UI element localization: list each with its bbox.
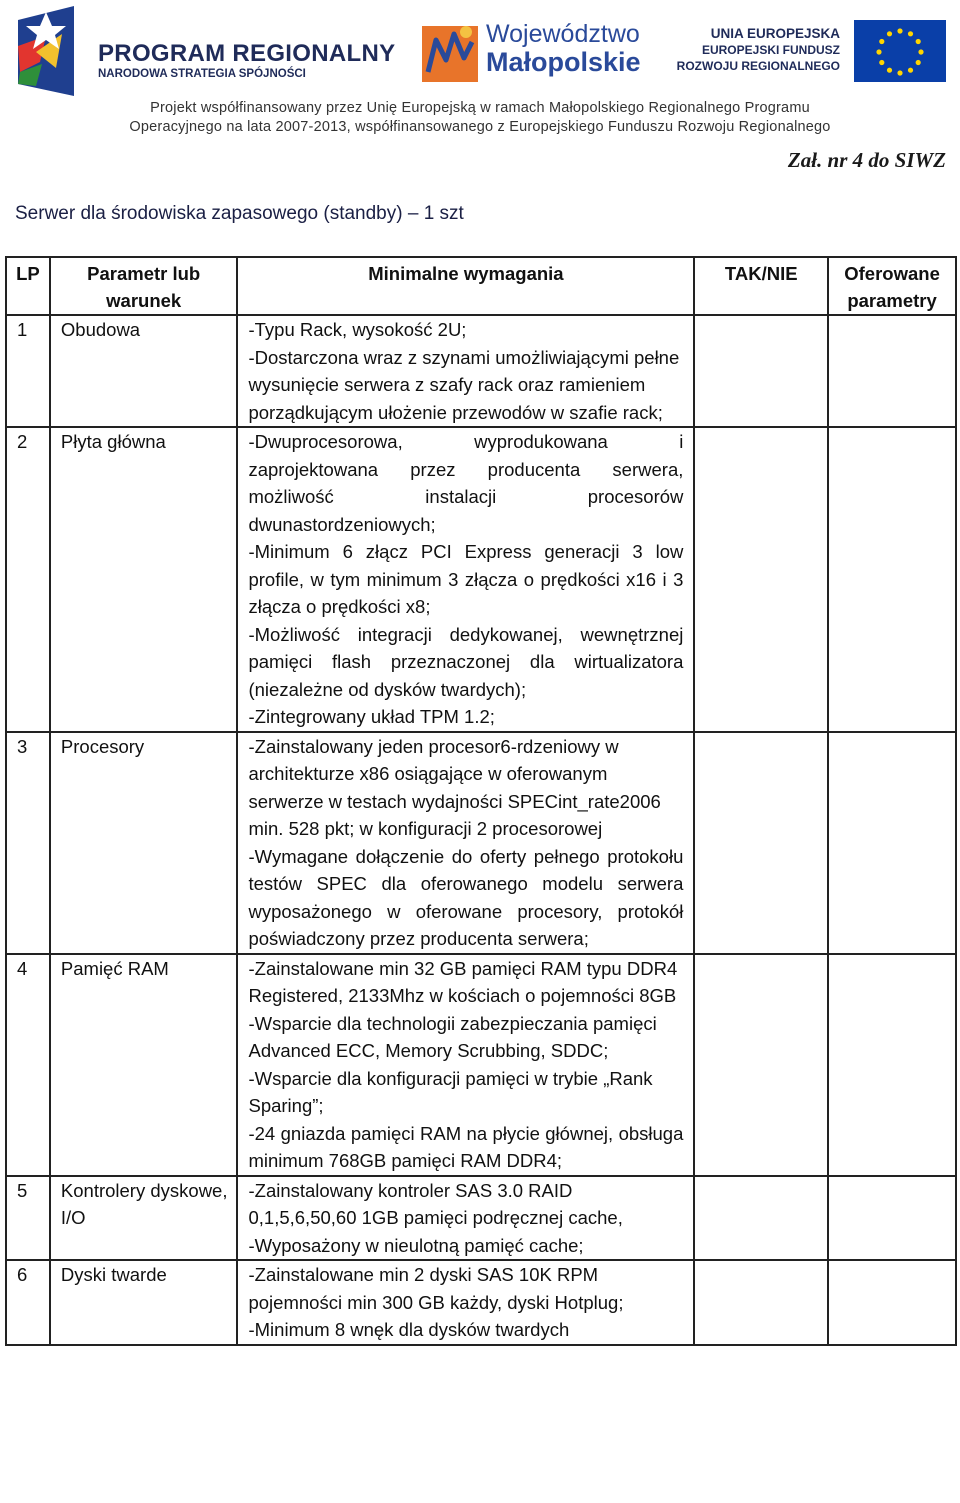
- row-tak-nie[interactable]: [694, 427, 828, 732]
- program-regionalny-emblem-icon: [16, 6, 78, 96]
- row-requirements: [237, 954, 694, 1176]
- region-name-line2: Małopolskie: [486, 47, 641, 77]
- table-row: [6, 427, 956, 732]
- requirement-item: -Zainstalowane min 2 dyski SAS 10K RPM pojemności min 300 GB każdy, dyski Hotplug;: [248, 1264, 624, 1313]
- row-requirements: [237, 732, 694, 954]
- requirement-item: -Minimum 8 wnęk dla dysków twardych: [248, 1319, 570, 1340]
- eu-text: [677, 26, 840, 74]
- row-param: Kontrolery dyskowe, I/O: [50, 1176, 238, 1261]
- header-param: Parametr lub warunek: [50, 257, 238, 315]
- requirement-item: -Zainstalowany kontroler SAS 3.0 RAID 0,1,5,6,50,60 1GB pamięci podręcznej cache,: [248, 1179, 623, 1228]
- row-param: Pamięć RAM: [50, 954, 238, 1176]
- row-requirements: [237, 1176, 694, 1261]
- header-tak-nie: TAK/NIE: [694, 257, 828, 315]
- row-offered[interactable]: [828, 427, 956, 732]
- requirement-item: -Minimum 6 złącz PCI Express generacji 3 low profile, w tym minimum 3 złącza o prędkości x16 i 3 złącza o prędkości x8;: [248, 541, 684, 617]
- program-title: PROGRAM REGIONALNY: [98, 40, 396, 67]
- requirement-item: -Typu Rack, wysokość 2U;: [248, 319, 467, 340]
- table-row: [6, 1260, 956, 1345]
- row-tak-nie[interactable]: [694, 315, 828, 427]
- row-offered[interactable]: [828, 1260, 956, 1345]
- row-lp: 5: [6, 1176, 50, 1261]
- requirement-item: -Wsparcie dla technologii zabezpieczania pamięci Advanced ECC, Memory Scrubbing, SDDC;: [248, 1012, 657, 1061]
- cofunding-line1: Projekt współfinansowany przez Unię Europejską w ramach Małopolskiego Regionalnego Programu: [150, 100, 810, 116]
- header-lp: LP: [6, 257, 50, 315]
- page-header: [0, 0, 960, 150]
- header-requirements: Minimalne wymagania: [237, 257, 694, 315]
- eu-line1: UNIA EUROPEJSKA: [710, 26, 840, 41]
- row-lp: 1: [6, 315, 50, 427]
- row-offered[interactable]: [828, 954, 956, 1176]
- annex-label: Zał. nr 4 do SIWZ: [787, 148, 946, 172]
- table-header-row: [6, 257, 956, 315]
- row-requirements: [237, 315, 694, 427]
- requirement-item: -Zainstalowany jeden procesor6-rdzeniowy w architekturze x86 osiągające w oferowanym serwerze w testach wydajności SPECint_rate2006 min. 528 pkt; w konfiguracji 2 procesorowej: [248, 735, 661, 839]
- eu-flag-icon: [854, 20, 946, 82]
- eu-line2: EUROPEJSKI FUNDUSZ: [701, 43, 840, 57]
- row-tak-nie[interactable]: [694, 954, 828, 1176]
- wojewodztwo-malopolskie-logo: [422, 20, 652, 90]
- requirement-item: -Wyposażony w nieulotną pamięć cache;: [248, 1234, 584, 1256]
- requirement-item: -Zintegrowany układ TPM 1.2;: [248, 706, 495, 727]
- cofunding-line2: Operacyjnego na lata 2007-2013, współfinansowanego z Europejskiego Funduszu Rozwoju Regionalnego: [129, 119, 831, 135]
- row-lp: 6: [6, 1260, 50, 1345]
- eu-logo: [676, 20, 946, 82]
- table-row: [6, 732, 956, 954]
- requirements-table: [5, 256, 957, 1346]
- table-row: [6, 315, 956, 427]
- table-row: [6, 954, 956, 1176]
- row-param: Procesory: [50, 732, 238, 954]
- row-param: Dyski twarde: [50, 1260, 238, 1345]
- row-offered[interactable]: [828, 315, 956, 427]
- program-regionalny-logo: [16, 6, 396, 98]
- requirement-item: -Możliwość integracji dedykowanej, wewnętrznej pamięci flash przeznaczonej dla wirtualizatora (niezależne od dysków twardych);: [248, 623, 684, 700]
- requirement-item: -Wsparcie dla konfiguracji pamięci w trybie „Rank Sparing”;: [248, 1067, 653, 1116]
- row-lp: 4: [6, 954, 50, 1176]
- row-lp: 3: [6, 732, 50, 954]
- row-tak-nie[interactable]: [694, 1260, 828, 1345]
- row-param: Obudowa: [50, 315, 238, 427]
- row-param: Płyta główna: [50, 427, 238, 732]
- row-offered[interactable]: [828, 1176, 956, 1261]
- header-offered: Oferowane parametry: [828, 257, 956, 315]
- requirement-item: -Dwuprocesorowa, wyprodukowana i zaprojektowana przez producenta serwera, możliwość instalacji procesorów dwunastordzeniowych;: [248, 431, 684, 535]
- requirement-item: -Wymagane dołączenie do oferty pełnego protokołu testów SPEC dla oferowanego modelu serwera wyposażonego w oferowane procesory, protokół poświadczony przez producenta serwera;: [248, 845, 684, 949]
- document-title: Serwer dla środowiska zapasowego (standby) – 1 szt: [15, 203, 464, 224]
- requirement-item: -Dostarczona wraz z szynami umożliwiającymi pełne wysunięcie serwera z szafy rack oraz ramieniem porządkującym ułożenie przewodów w szafie rack;: [248, 346, 680, 423]
- row-tak-nie[interactable]: [694, 1176, 828, 1261]
- region-name-line1: Województwo: [486, 20, 640, 48]
- program-subtitle: NARODOWA STRATEGIA SPÓJNOŚCI: [98, 68, 306, 80]
- malopolska-emblem-icon: [422, 20, 482, 82]
- row-offered[interactable]: [828, 732, 956, 954]
- row-requirements: [237, 427, 694, 732]
- table-row: [6, 1176, 956, 1261]
- requirement-item: -24 gniazda pamięci RAM na płycie głównej, obsługa minimum 768GB pamięci RAM DDR4;: [248, 1122, 684, 1171]
- row-requirements: [237, 1260, 694, 1345]
- row-lp: 2: [6, 427, 50, 732]
- requirement-item: -Zainstalowane min 32 GB pamięci RAM typu DDR4 Registered, 2133Mhz w kościach o pojemności 8GB: [248, 957, 678, 1006]
- row-tak-nie[interactable]: [694, 732, 828, 954]
- eu-line3: ROZWOJU REGIONALNEGO: [676, 59, 840, 73]
